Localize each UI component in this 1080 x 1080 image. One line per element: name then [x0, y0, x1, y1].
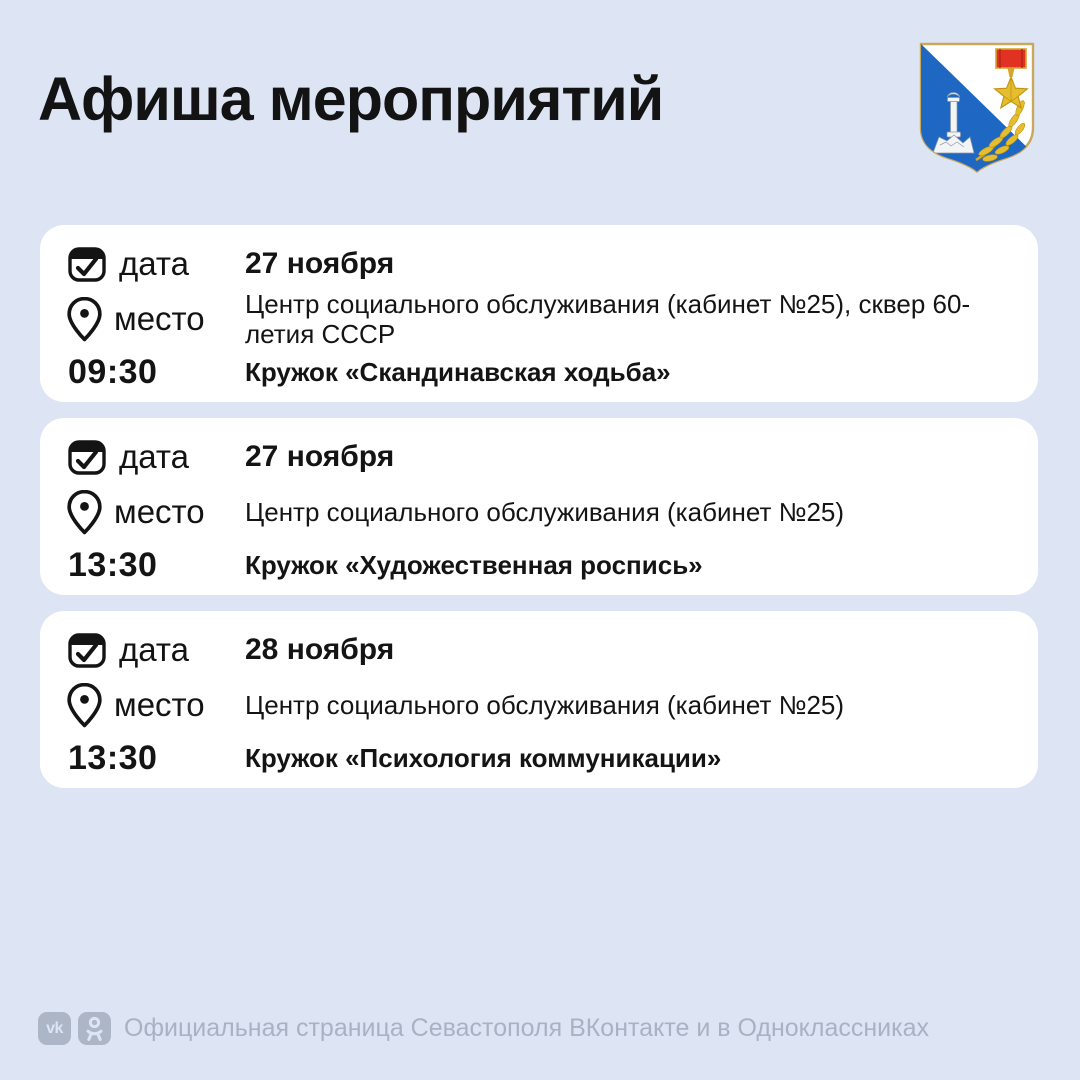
event-time: 09:30: [68, 352, 158, 391]
event-title: Кружок «Скандинавская ходьба»: [245, 356, 671, 387]
vk-glyph: vk: [46, 1019, 63, 1037]
page-title: Афиша мероприятий: [38, 65, 664, 133]
event-time: 13:30: [68, 545, 158, 584]
footer: [38, 1012, 929, 1045]
location-pin-icon: [66, 296, 103, 343]
place-label: место: [114, 493, 205, 530]
vk-icon: [38, 1012, 71, 1045]
date-label: дата: [119, 631, 189, 668]
place-row: [66, 296, 245, 343]
event-date: 27 ноября: [245, 440, 395, 473]
event-card: [40, 418, 1038, 595]
event-location: Центр социального обслуживания (кабинет №25): [245, 690, 845, 720]
calendar-check-icon: [66, 436, 108, 478]
sevastopol-coat-of-arms-icon: [916, 40, 1038, 176]
place-row: [66, 682, 245, 729]
event-location: Центр социального обслуживания (кабинет №25), сквер 60-летия СССР: [245, 289, 971, 349]
date-row: [66, 629, 245, 671]
event-title: Кружок «Психология коммуникации»: [245, 742, 722, 773]
calendar-check-icon: [66, 629, 108, 671]
event-list: [40, 225, 1038, 788]
date-row: [66, 436, 245, 478]
date-label: дата: [119, 245, 189, 282]
ok-icon: [78, 1012, 111, 1045]
place-row: [66, 489, 245, 536]
event-card: [40, 611, 1038, 788]
event-title: Кружок «Художественная роспись»: [245, 549, 703, 580]
event-location: Центр социального обслуживания (кабинет №25): [245, 497, 845, 527]
place-label: место: [114, 686, 205, 723]
date-row: [66, 243, 245, 285]
footer-text: Официальная страница Севастополя ВКонтакте и в Одноклассниках: [124, 1014, 930, 1042]
event-date: 28 ноября: [245, 633, 395, 666]
event-card: [40, 225, 1038, 402]
location-pin-icon: [66, 489, 103, 536]
date-label: дата: [119, 438, 189, 475]
event-date: 27 ноября: [245, 247, 395, 280]
event-time: 13:30: [68, 738, 158, 777]
place-label: место: [114, 300, 205, 337]
location-pin-icon: [66, 682, 103, 729]
calendar-check-icon: [66, 243, 108, 285]
